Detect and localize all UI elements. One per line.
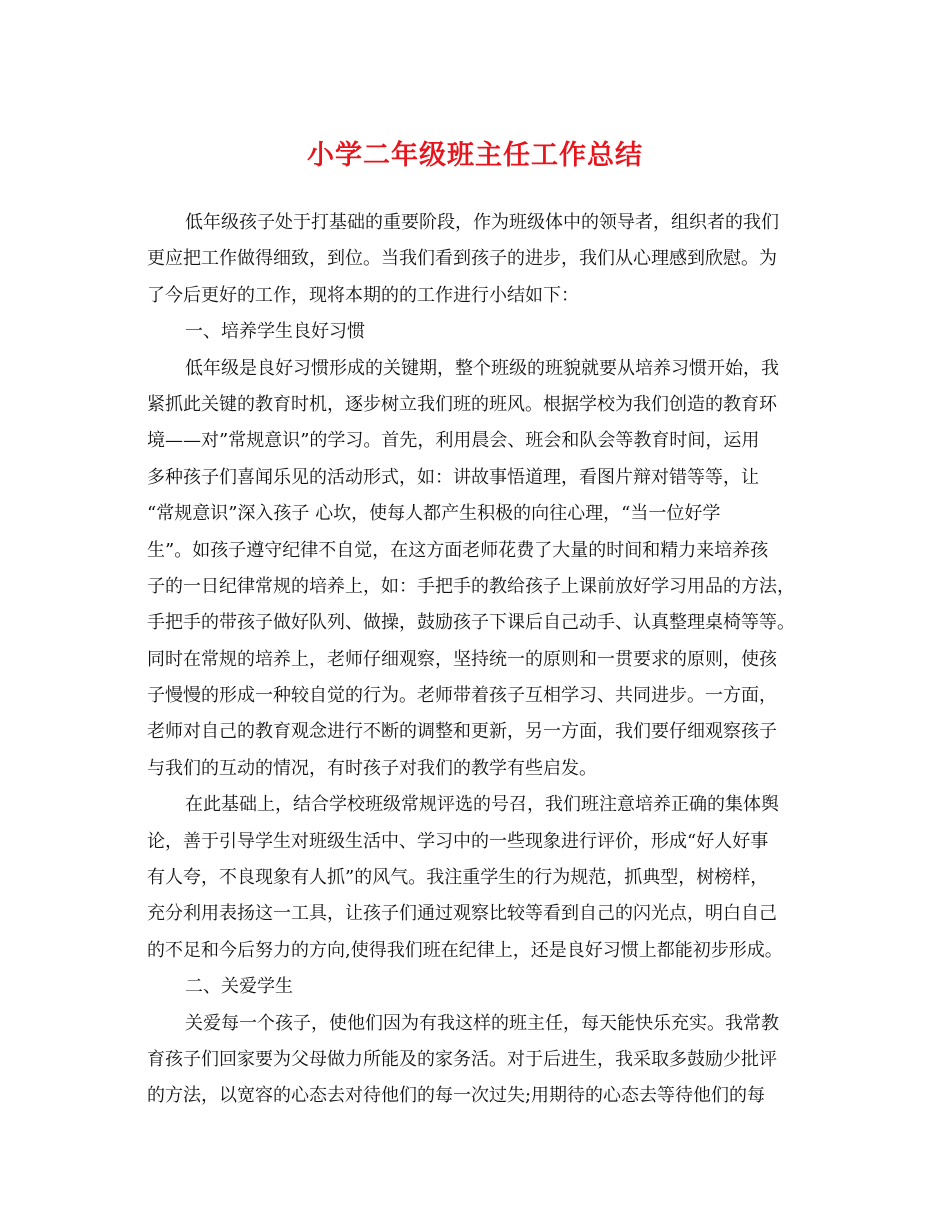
text-line: 关爱每一个孩子，使他们因为有我这样的班主任，每天能快乐充实。我常教 (185, 1012, 779, 1034)
text-line: 论，善于引导学生对班级生活中、学习中的一些现象进行评价，形成“好人好事 (147, 830, 769, 852)
text-line: 更应把工作做得细致，到位。当我们看到孩子的进步，我们从心理感到欣慰。为 (147, 248, 777, 270)
text-line: 了今后更好的工作，现将本期的的工作进行小结如下： (147, 284, 579, 306)
document-title: 小学二年级班主任工作总结 (307, 140, 643, 171)
text-line: 充分利用表扬这一工具，让孩子们通过观察比较等看到自己的闪光点，明白自己 (147, 903, 777, 925)
text-line: 生”。如孩子遵守纪律不自觉，在这方面老师花费了大量的时间和精力来培养孩 (147, 539, 769, 561)
text-line: 低年级是良好习惯形成的关键期，整个班级的班貌就要从培养习惯开始，我 (185, 357, 779, 379)
text-line: 一、培养学生良好习惯 (185, 321, 365, 343)
text-line: 低年级孩子处于打基础的重要阶段，作为班级体中的领导者，组织者的我们 (185, 212, 779, 233)
text-line: 老师对自己的教育观念进行不断的调整和更新，另一方面，我们要仔细观察孩子 (147, 721, 777, 743)
text-line: 在此基础上，结合学校班级常规评选的号召，我们班注意培养正确的集体舆 (185, 794, 779, 816)
text-line: 紧抓此关键的教育时机，逐步树立我们班的班风。根据学校为我们创造的教育环 (147, 393, 777, 415)
text-line: 同时在常规的培养上，老师仔细观察，坚持统一的原则和一贯要求的原则，使孩 (147, 648, 777, 670)
text-line: 多种孩子们喜闻乐见的活动形式，如：讲故事悟道理，看图片辩对错等等，让 (147, 466, 759, 488)
text-line: 与我们的互动的情况，有时孩子对我们的教学有些启发。 (147, 757, 597, 779)
text-line: 二、关爱学生 (185, 976, 293, 998)
document-body (147, 205, 809, 1115)
text-line: “常规意识”深入孩子 心坎，使每人都产生积极的向往心理，“当一位好学 (147, 503, 721, 525)
text-line: 子的一日纪律常规的培养上，如：手把手的教给孩子上课前放好学习用品的方法， (147, 575, 795, 597)
text-line: 手把手的带孩子做好队列、做操，鼓励孩子下课后自己动手、认真整理桌椅等等。 (147, 612, 795, 634)
text-line: 子慢慢的形成一种较自觉的行为。老师带着孩子互相学习、共同进步。一方面， (147, 685, 777, 707)
text-line: 育孩子们回家要为父母做力所能及的家务活。对于后进生，我采取多鼓励少批评 (147, 1048, 777, 1070)
text-line: 有人夸，不良现象有人抓”的风气。我注重学生的行为规范，抓典型，树榜样， (147, 867, 769, 889)
text-line: 的不足和今后努力的方向,使得我们班在纪律上，还是良好习惯上都能初步形成。 (147, 939, 783, 961)
text-line: 境——对”常规意识”的学习。首先，利用晨会、班会和队会等教育时间，运用 (147, 430, 760, 452)
text-line: 的方法，以宽容的心态去对待他们的每一次过失;用期待的心态去等待他们的每 (147, 1085, 766, 1107)
